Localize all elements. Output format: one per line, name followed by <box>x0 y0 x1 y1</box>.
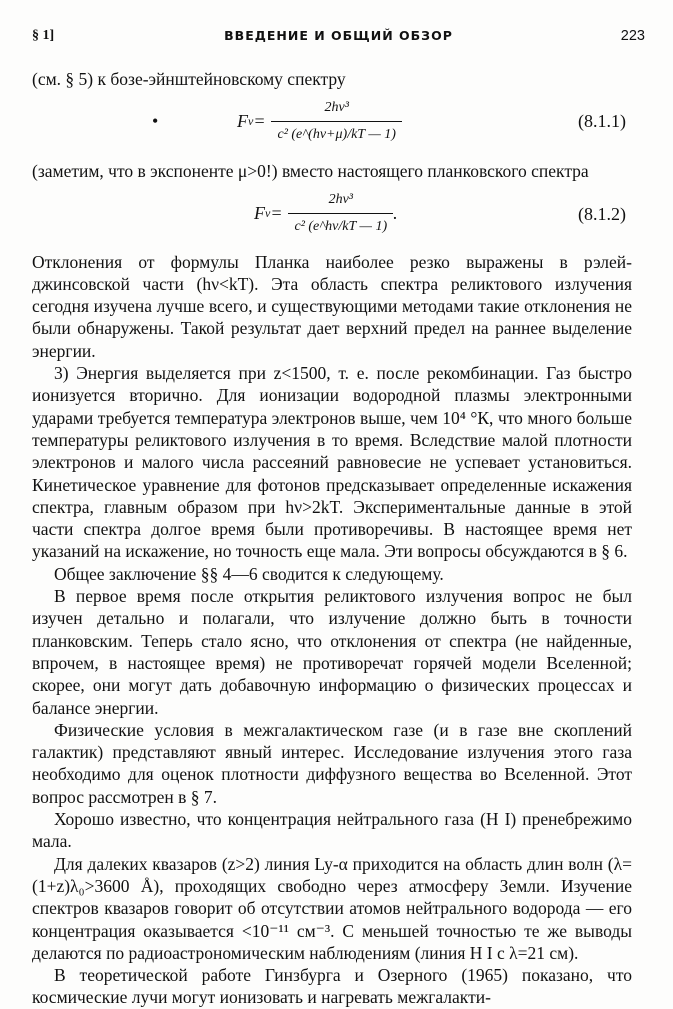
equation-number: (8.1.2) <box>578 203 626 224</box>
formula-lhs: F <box>237 111 248 132</box>
equals-sign: = <box>253 111 266 132</box>
running-header <box>32 28 645 50</box>
paragraph: Отклонения от формулы Планка наиболее резко выражены в рэлей-джинсовской части (hν<kT). Эта область спектра реликтового излучения сегодня изучена лучше всего, и существующими методами такие отклонения не были обнаружены. Такой результат дает верхний предел на раннее выделение энергии. <box>32 251 632 361</box>
denominator: c² (e^(hν+μ)/kT — 1) <box>271 121 401 146</box>
formula-lhs-sub: ν <box>248 114 254 129</box>
stray-mark: • <box>152 111 159 132</box>
remark-line: (заметим, что в экспоненте μ>0!) вместо настоящего планковского спектра <box>32 161 589 182</box>
paragraph: В первое время после открытия реликтового излучения вопрос не был изучен детально и полагали, что излучение должно быть в точности планковским. Теперь стало ясно, что отклонения от спектра (не найденные, впрочем, в настоящее время) не противоречат горячей модели Вселенной; скорее, они могут дать добавочную информацию о физических процессах и балансе энергии. <box>32 586 632 718</box>
formula-lhs: F <box>254 203 265 224</box>
equation-number: (8.1.1) <box>578 111 626 132</box>
fraction <box>271 97 401 147</box>
formula <box>254 185 398 243</box>
chapter-title: ВВЕДЕНИЕ И ОБЩИЙ ОБЗОР <box>224 28 453 43</box>
equation-8-1-2 <box>32 185 632 247</box>
numerator: 2hν³ <box>324 99 349 115</box>
denominator: c² (e^hν/kT — 1) <box>288 213 393 238</box>
page-number: 223 <box>620 28 645 44</box>
paragraph: Физические условия в межгалактическом газе (и в газе вне скоплений галактик) представляют явный интерес. Исследование излучения этого газа необходимо для оценок плотности диффузного вещества во Вселенной. Этот вопрос рассмотрен в § 7. <box>32 719 632 807</box>
equals-sign: = <box>270 203 283 224</box>
paragraph: Общее заключение §§ 4—6 сводится к следующему. <box>54 563 444 584</box>
numerator: 2hν³ <box>328 191 354 207</box>
paragraph: В теоретической работе Гинзбурга и Озерного (1965) показано, что космические лучи могут ионизовать и нагревать межгалакти- <box>32 965 632 1008</box>
formula-trailing-period: . <box>393 203 398 224</box>
paragraph: 3) Энергия выделяется при z<1500, т. е. после рекомбинации. Газ быстро ионизуется вторично. Для ионизации водородной плазмы электронными ударами требуется температура электронов выше, чем 10⁴ °К, что много больше температуры реликтового излучения в то время. Вследствие малой плотности электронов и малого числа рассеяний равновесие не успевает установиться. Кинетическое уравнение для фотонов предсказывает определенные искажения спектра, главным образом при hν>2kT. Экспериментальные данные в этой части спектра долгое время были противоречивы. В настоящее время нет указаний на искажение, но точность еще мала. Эти вопросы обсуждаются в § 6. <box>32 363 632 562</box>
section-marker: § 1] <box>32 28 55 43</box>
formula-lhs-sub: ν <box>265 206 271 221</box>
intro-line: (см. § 5) к бозе-эйнштейновскому спектру <box>32 69 346 89</box>
equation-8-1-1 <box>32 92 632 156</box>
paragraph: Хорошо известно, что концентрация нейтрального газа (H I) пренебрежимо мала. <box>32 809 632 852</box>
formula <box>237 92 402 150</box>
fraction <box>288 189 393 239</box>
page-body <box>32 68 632 1009</box>
paragraph: Для далеких квазаров (z>2) линия Ly-α приходится на область длин волн (λ=(1+z)λ₀>3600 Å), проходящих свободно через атмосферу Земли. Изучение спектров квазаров говорит об отсутствии атомов нейтрального водорода — его концентрация оказывается <10⁻¹¹ см⁻³. С меньшей точностью те же выводы делаются по радиоастрономическим наблюдениям (линия H I с λ=21 см). <box>32 853 632 963</box>
